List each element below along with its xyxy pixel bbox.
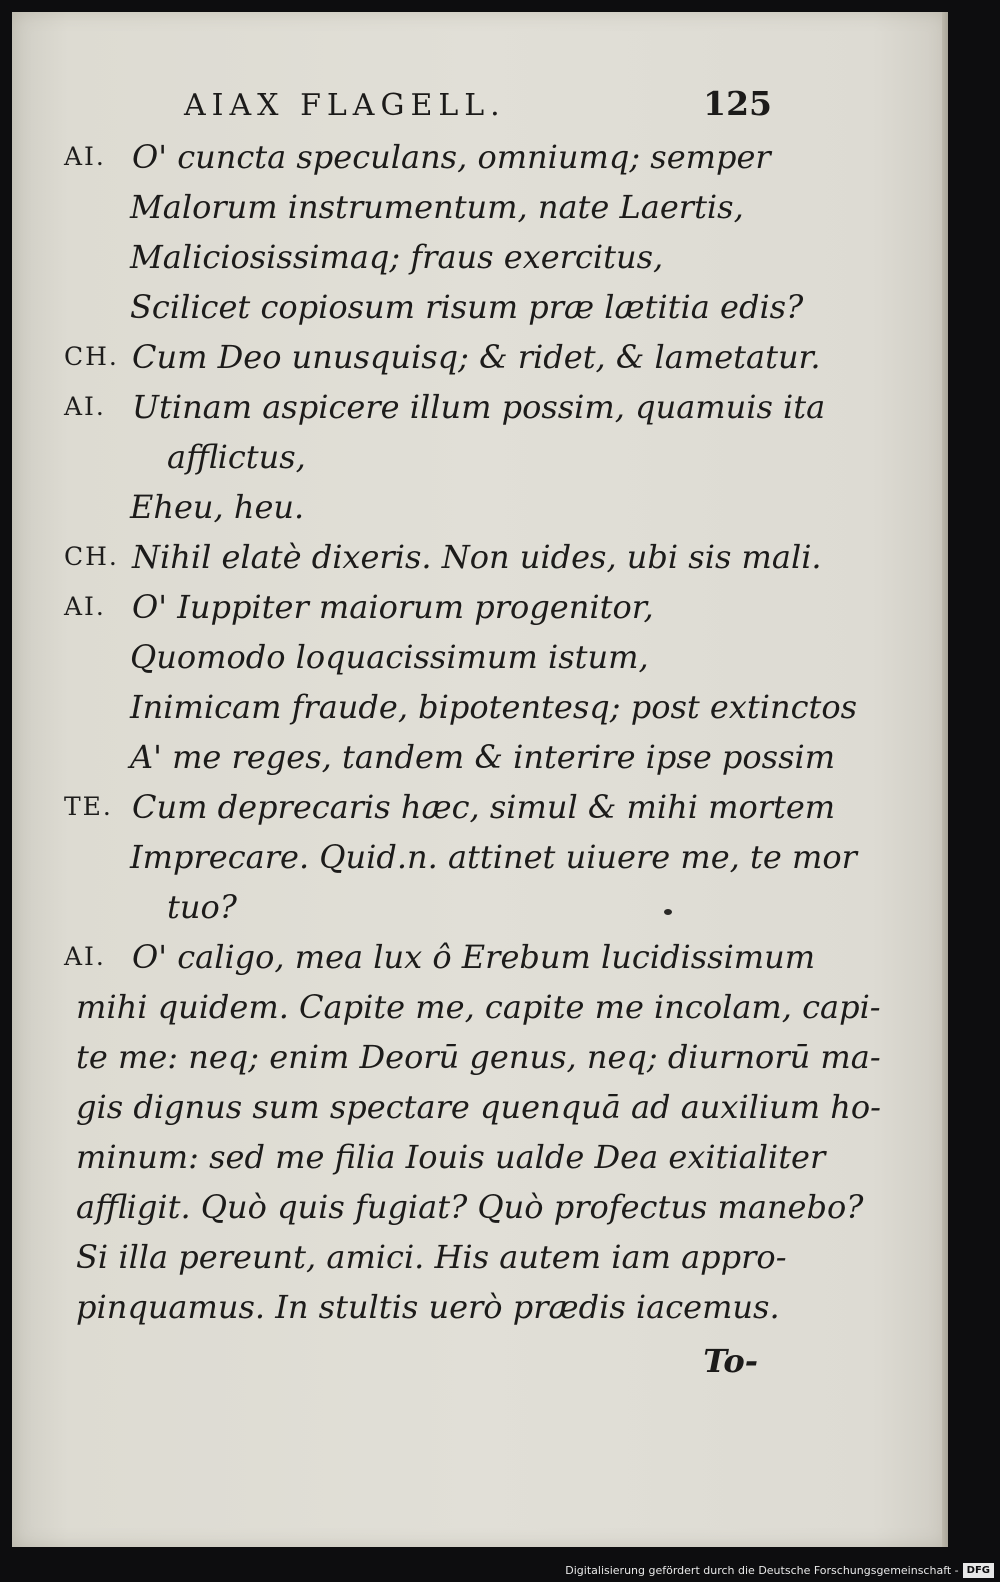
line-text: affligit. Quò quis fugiat? Quò profectus manebo? [76,1188,864,1226]
line-text: Malorum instrumentum, nate Laertis, [130,188,744,226]
text-line [12,432,948,482]
line-text: Inimicam fraude, bipotentesq; post extinctos [130,688,858,726]
text-line [12,182,948,232]
line-text: gis dignus sum spectare quenquā ad auxilium ho- [76,1088,881,1126]
text-line [12,1282,948,1332]
text-line [12,132,948,182]
line-text: O' caligo, mea lux ô Erebum lucidissimum [132,938,816,976]
line-text: Cum Deo unusquisq; & ridet, & lametatur. [132,338,821,376]
line-text: Imprecare. Quid.n. attinet uiuere me, te mor [130,838,857,876]
line-text: A' me reges, tandem & interire ipse possim [130,738,836,776]
line-text: Maliciosissimaq; fraus exercitus, [130,238,664,276]
catchword: To- [703,1342,758,1380]
page-header [172,84,772,128]
line-text: minum: sed me filia Iouis ualde Dea exitialiter [76,1138,826,1176]
text-line [12,1232,948,1282]
speaker-label: TE. [64,792,113,821]
text-line [12,1032,948,1082]
credit-text: Digitalisierung gefördert durch die Deutsche Forschungsgemeinschaft - [565,1564,959,1577]
speaker-label: CH. [64,342,119,371]
book-page [12,12,948,1547]
speaker-label: AI. [64,942,106,971]
text-line [12,482,948,532]
line-text: Quomodo loquacissimum istum, [130,638,649,676]
line-text: te me: neq; enim Deorū genus, neq; diurnorū ma- [76,1038,881,1076]
speaker-label: CH. [64,542,119,571]
text-block [12,132,948,1332]
dfg-logo-icon: DFG [963,1563,994,1578]
line-text: pinquamus. In stultis uerò prædis iacemus. [76,1288,780,1326]
text-line [12,582,948,632]
text-line [12,832,948,882]
text-line [12,1132,948,1182]
text-line [12,1082,948,1132]
text-line [12,382,948,432]
running-title: AIAX FLAGELL. [184,88,506,123]
line-text: Cum deprecaris hæc, simul & mihi mortem [132,788,836,826]
line-text: Si illa pereunt, amici. His autem iam appro- [76,1238,787,1276]
text-line [12,332,948,382]
speaker-label: AI. [64,592,106,621]
text-line [12,232,948,282]
ink-speck [664,909,672,915]
digitization-credit [565,1563,994,1578]
text-line [12,632,948,682]
text-line [12,982,948,1032]
text-line [12,882,948,932]
speaker-label: AI. [64,142,106,171]
text-line [12,782,948,832]
text-line [12,932,948,982]
speaker-label: AI. [64,392,106,421]
text-line [12,532,948,582]
line-text: Utinam aspicere illum possim, quamuis ita [132,388,826,426]
text-line [12,282,948,332]
line-text: Eheu, heu. [130,488,305,526]
line-text: O' Iuppiter maiorum progenitor, [132,588,654,626]
line-text: tuo? [167,888,237,926]
line-text: afflictus, [167,438,306,476]
text-line [12,682,948,732]
line-text: Scilicet copiosum risum præ lætitia edis? [130,288,804,326]
text-line [12,732,948,782]
text-line [12,1182,948,1232]
line-text: Nihil elatè dixeris. Non uides, ubi sis mali. [132,538,822,576]
page-number: 125 [703,84,772,123]
line-text: O' cuncta speculans, omniumq; semper [132,138,771,176]
line-text: mihi quidem. Capite me, capite me incolam, capi- [76,988,881,1026]
